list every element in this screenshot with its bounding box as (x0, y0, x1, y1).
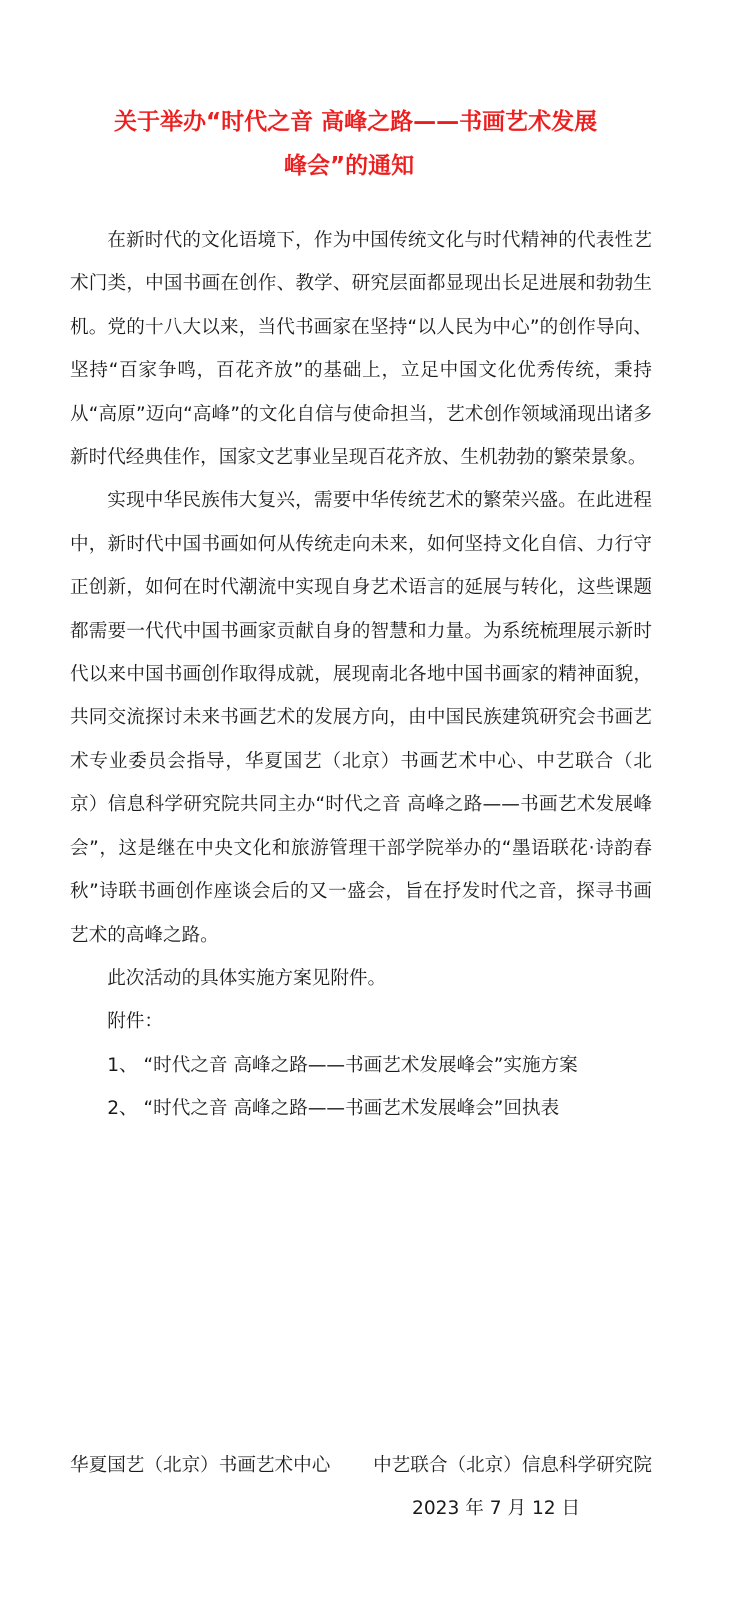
notice-title (0, 100, 729, 188)
attachment-item-1: 1、 “时代之音 高峰之路——书画艺术发展峰会”实施方案 (107, 1054, 578, 1076)
organizer-1: 华夏国艺（北京）书画艺术中心 (70, 1455, 331, 1476)
paragraph-see-attachment: 此次活动的具体实施方案见附件。 (107, 967, 387, 989)
attachment-heading: 附件： (107, 1011, 163, 1033)
organizer-2: 中艺联合（北京）信息科学研究院 (373, 1455, 652, 1476)
notice-body (70, 219, 652, 1131)
paragraph-purpose: 实现中华民族伟大复兴，需要中华传统艺术的繁荣兴盛。在此进程中，新时代中国书画如何从传统走向未来，如何坚持文化自信、力行守正创新，如何在时代潮流中实现自身艺术语言的延展与转化，这些课题都需要一代代中国书画家贡献自身的智慧和力量。为系统梳理展示新时代以来中国书画创作取得成就，展现南北各地中国书画家的精神面貌，共同交流探讨未来书画艺术的发展方向，由中国民族建筑研究会书画艺术专业委员会指导，华夏国艺（北京）书画艺术中心、中艺联合（北京）信息科学研究院共同主办“时代之音 高峰之路——书画艺术发展峰会”，这是继在中央文化和旅游管理干部学院举办的“墨语联花·诗韵春秋”诗联书画创作座谈会后的又一盛会，旨在抒发时代之音，探寻书画艺术的高峰之路。 (70, 490, 652, 946)
issue-date: 2023 年 7 月 12 日 (412, 1498, 581, 1519)
attachment-item-2: 2、 “时代之音 高峰之路——书画艺术发展峰会”回执表 (107, 1098, 560, 1120)
paragraph-intro: 在新时代的文化语境下，作为中国传统文化与时代精神的代表性艺术门类，中国书画在创作、教学、研究层面都显现出长足进展和勃勃生机。党的十八大以来，当代书画家在坚持“以人民为中心”的创作导向、坚持“百家争鸣，百花齐放”的基础上，立足中国文化优秀传统，秉持从“高原”迈向“高峰”的文化自信与使命担当，艺术创作领域涌现出诸多新时代经典佳作，国家文艺事业呈现百花齐放、生机勃勃的繁荣景象。 (70, 230, 652, 469)
title-line-2: 峰会”的通知 (284, 153, 415, 179)
title-line-1: 关于举办“时代之音 高峰之路——书画艺术发展 (114, 109, 598, 135)
